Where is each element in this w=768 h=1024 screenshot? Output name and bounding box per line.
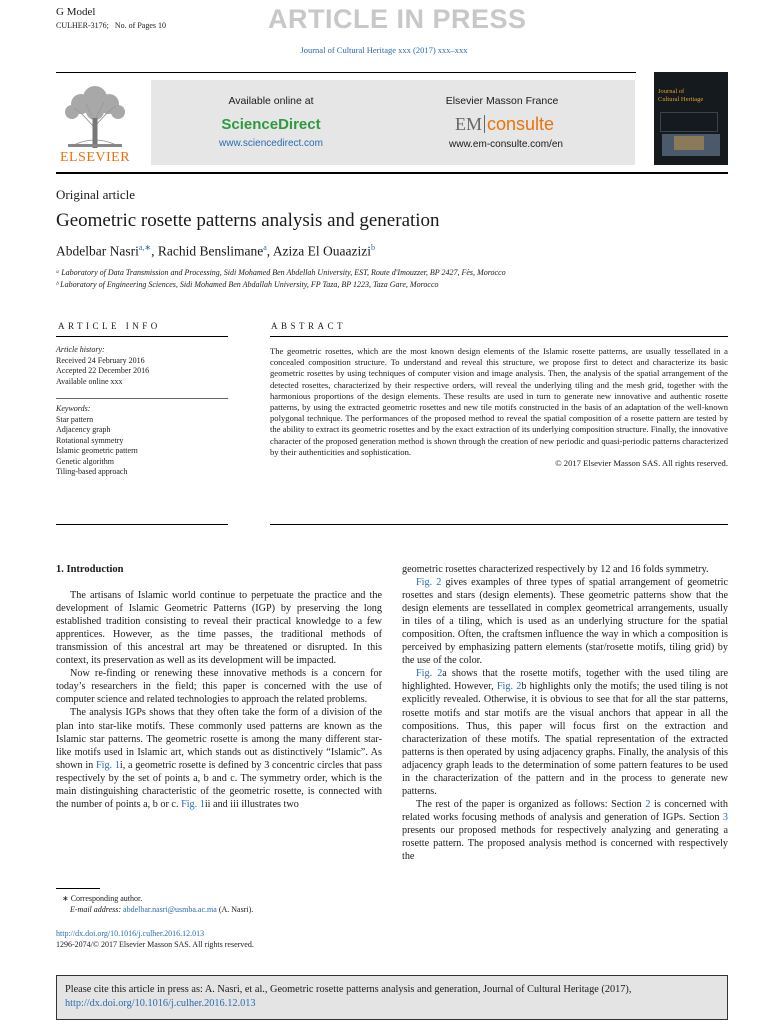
corresponding-author-note: ∗ Corresponding author. bbox=[62, 894, 143, 903]
body-paragraph: geometric rosettes characterized respectively by 12 and 16 folds symmetry. bbox=[402, 564, 709, 575]
em-consulte-logo[interactable]: EM consulte bbox=[455, 114, 555, 134]
body-paragraph: The rest of the paper is organized as follows: Section 2 is concerned with related works focusing methods of analysis and generation of IGPs. Section 3 presents our proposed methods for respectively analyzing and generating a rosette pattern. The proposed analysis method is concerned with respectively the bbox=[402, 798, 728, 863]
issn-line: 1296-2074/© 2017 Elsevier Masson SAS. All rights reserved. bbox=[56, 940, 254, 949]
body-paragraph: The analysis IGPs shows that they often take the form of a division of the plan into star-like motifs. These commonly used patterns are known as the Islamic star patterns. The geometric rosette is among the many different star-like motifs used in Islamic art, which stands out as distinctively “Islamic”. As shown in Fig. 1i, a geometric rosette is defined by 3 concentric circles that pass respectively by the set of points a, b and c. The symmetry order, which is the main distinguishing characteristic of the geometric rosette, is connected with the number of points a, b or c. Fig. 1ii and iii illustrates two bbox=[56, 707, 383, 810]
author-name: Aziza El Ouaazizi bbox=[272, 243, 372, 259]
figure-link[interactable]: Fig. 1 bbox=[181, 798, 205, 810]
body-paragraph: Now re-finding or renewing these innovative methods is a concern for today’s researchers in the field; this paper is concerned with the use of computer science and related technologies to approach the related problems. bbox=[56, 668, 382, 706]
body-paragraph: Fig. 2 gives examples of three types of spatial arrangement of geometric rosettes and stars (design elements). These geometric patterns show that the design elements are tessellated in complex geometrical arrangements, usually in tiles of a tiling, which is used as an underlying structure for the spatial composition. Often, the craftsmen influence the way in which a composition is perceived by emphasizing pattern elements (star/rosette motifs, tiling grid) by the use of the color. bbox=[402, 577, 728, 667]
g-model-label: G Model bbox=[56, 6, 96, 18]
keyword: Genetic algorithm bbox=[56, 456, 114, 466]
article-code: CULHER-3176; No. of Pages 10 bbox=[56, 21, 166, 30]
abstract-copyright: © 2017 Elsevier Masson SAS. All rights reserved. bbox=[555, 458, 728, 469]
journal-cover-image bbox=[654, 72, 728, 165]
cover-title: Journal of Cultural Heritage bbox=[658, 88, 704, 103]
article-info-bottom-rule bbox=[56, 524, 228, 525]
abstract-bottom-rule bbox=[270, 524, 728, 525]
abstract-body: The geometric rosettes, which are the most known design elements of the Islamic rosette patterns, are usually tessellated in a concealed composition structure. To understand and reveal this structure, we propose first to detect and characterize its basic geometric rosettes by using techniques of computer vision and image analysis. Then, the analysis of the spatial arrangement of the detected rosettes, characterized by their respective orders, will reveal the underlying tiling and the mesh grid, together with the harmonious proportions of the design elements. These results are used in turn to generate new innovative and authentic rosette patterns, by using the extracted geometric rosettes and new tile motifs constructed in the basis of an adaptation of the well-known polygonal technique. The performances of the proposed method to reveal the spatial composition of a rosette pattern are tested by the ability to extract its geometric rosettes and by the exact extraction of its underlying composition structure. Finally, the innovative character of the proposed generation method is shown through the creation of new periodic and quasi-periodic patterns characterized by their authenticities and sophistication. © 2017 Elsevier Masson SAS. All rights reserved. bbox=[270, 346, 728, 469]
affiliation-b: ᵇ Laboratory of Engineering Sciences, Sidi Mohamed Ben Abdallah University, FP Taza, BP 1223, Taza Gare, Morocco bbox=[56, 280, 439, 289]
author-affiliation-mark[interactable]: a bbox=[263, 243, 267, 252]
figure-link[interactable]: Fig. 2 bbox=[416, 668, 443, 680]
article-type: Original article bbox=[56, 187, 136, 202]
section-heading-introduction: 1. Introduction bbox=[56, 564, 124, 575]
citation-box bbox=[56, 975, 728, 1020]
keyword: Adjacency graph bbox=[56, 425, 111, 434]
author-list: Abdelbar Nasri$^{a,∗}$, Rachid Benslimane$^a$, Aziza El Ouaazizi$^b$ bbox=[56, 243, 376, 259]
abstract-rule bbox=[270, 336, 728, 337]
citation-text: Please cite this article in press as: A. Nasri, et al., Geometric rosette patterns analysis and generation, Journal of Cultural Heritage (2017), bbox=[65, 984, 632, 995]
masson-label: Elsevier Masson France bbox=[445, 95, 559, 107]
abstract-heading: ABSTRACT bbox=[271, 321, 347, 331]
banner-bottom-rule bbox=[56, 172, 728, 174]
keyword: Star pattern bbox=[56, 414, 94, 424]
doi-link[interactable]: http://dx.doi.org/10.1016/j.culher.2016.12.013 bbox=[56, 929, 205, 938]
keywords-list: Keywords: Star pattern Adjacency graph Rotational symmetry Islamic geometric pattern Genetic algorithm Tiling-based approach bbox=[56, 404, 228, 478]
affiliation-a: ᵃ Laboratory of Data Transmission and Processing, Sidi Mohamed Ben Abdellah University, EST, Route d'Imouzzer, BP 2427, Fès, Morocco bbox=[56, 268, 506, 277]
article-info-rule bbox=[56, 336, 228, 337]
email-link[interactable]: abdelbar.nasri@usmba.ac.ma bbox=[123, 905, 217, 914]
body-right-column bbox=[402, 563, 728, 863]
figure-link[interactable]: Fig. 1 bbox=[95, 759, 120, 771]
keyword: Tiling-based approach bbox=[56, 467, 128, 476]
email-note: E-mail address: abdelbar.nasri@usmba.ac.ma (A. Nasri). bbox=[70, 905, 254, 914]
history-keywords-divider bbox=[56, 398, 228, 399]
section-link[interactable]: 2 bbox=[645, 798, 651, 810]
article-history: Article history: Received 24 February 2016 Accepted 22 December 2016 Available online xxx bbox=[56, 345, 150, 386]
author-name: Rachid Benslimane bbox=[157, 243, 264, 259]
footnote-rule bbox=[56, 888, 100, 889]
header-rule bbox=[56, 72, 636, 73]
article-title: Geometric rosette patterns analysis and generation bbox=[56, 210, 440, 231]
section-link[interactable]: 3 bbox=[722, 811, 728, 823]
journal-line[interactable]: Journal of Cultural Heritage xxx (2017) xxx–xxx bbox=[300, 45, 468, 55]
available-online-label: Available online at bbox=[228, 95, 314, 107]
keyword: Rotational symmetry bbox=[56, 435, 124, 445]
article-in-press-banner: ARTICLE IN PRESS bbox=[268, 4, 527, 34]
author-name: Abdelbar Nasri bbox=[56, 243, 139, 259]
keyword: Islamic geometric pattern bbox=[56, 446, 138, 455]
figure-link[interactable]: Fig. 2 bbox=[416, 577, 442, 589]
citation-doi-link[interactable]: http://dx.doi.org/10.1016/j.culher.2016.12.013 bbox=[65, 998, 256, 1009]
sciencedirect-url-link[interactable]: www.sciencedirect.com bbox=[219, 138, 323, 149]
article-info-heading: ARTICLE INFO bbox=[58, 321, 161, 331]
body-paragraph: Fig. 2a shows that the rosette motifs, together with the used tiling are highlighted. However, Fig. 2b highlights only the motifs; the used tiling is not explicitly revealed. Otherwise, it is obvious to see that for all the star patterns, rosette motifs and star motifs are the visual anchors that appear in all the compositions. Thus, this paper will focus first on the extraction and characterization of these motifs. The spatial representation of the extracted patterns is then operated by using adjacency graphs. Finally, the analysis of this adjacency graph leads to the determination of some pattern features to be used in the characterization of the pattern and in the process to generate new patterns. bbox=[402, 668, 728, 797]
figure-link[interactable]: Fig. 2 bbox=[496, 681, 522, 693]
author-affiliation-mark[interactable]: b bbox=[371, 243, 376, 252]
elsevier-wordmark: ELSEVIER bbox=[59, 150, 131, 165]
sciencedirect-logo[interactable]: ScienceDirect bbox=[221, 116, 321, 133]
body-paragraph: The artisans of Islamic world continue to perpetuate the practice and the development of Islamic Geometric Patterns (IGP) by preserving the long established tradition consisting to reveal their practical knowledge to a few apprentices. However, as the time passes, the traditional methods of transmission of this ancestral art may be threatened or disrupted. In this context, its preservation as well as its development will be impacted. bbox=[56, 590, 382, 667]
author-affiliation-mark[interactable]: a,∗ bbox=[138, 243, 152, 252]
em-consulte-url-link[interactable]: www.em-consulte.com/en bbox=[449, 139, 563, 150]
body-left-column bbox=[56, 563, 382, 811]
